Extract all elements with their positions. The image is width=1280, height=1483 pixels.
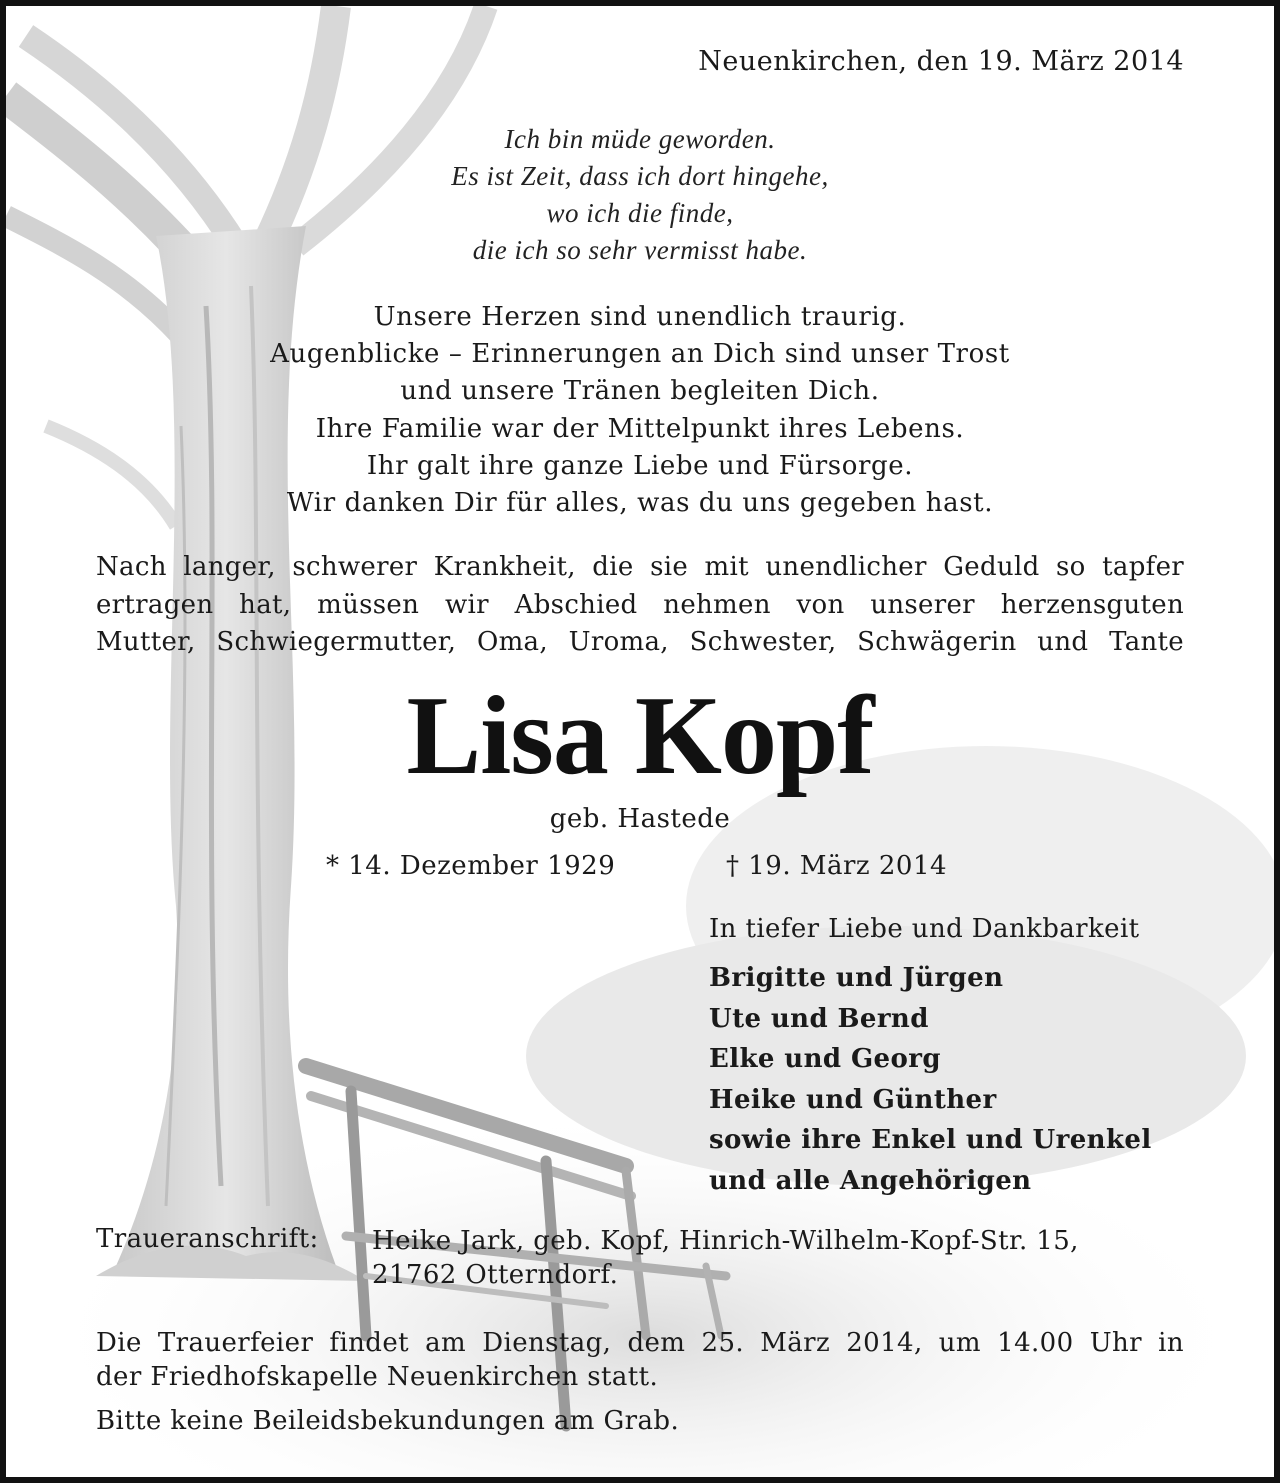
address-label: Traueranschrift: <box>96 1224 319 1254</box>
address-line: Heike Jark, geb. Kopf, Hinrich-Wilhelm-Kopf-Str. 15, <box>372 1226 1079 1256</box>
death-date: † 19. März 2014 <box>726 851 948 881</box>
condolence-note: Bitte keine Beileidsbekundungen am Grab. <box>96 1406 680 1436</box>
birth-date: * 14. Dezember 1929 <box>326 851 616 881</box>
mourner: Heike und Günther <box>709 1084 997 1115</box>
funeral-service-info <box>96 1326 1184 1394</box>
mourner: sowie ihre Enkel und Urenkel <box>709 1125 1152 1155</box>
verse-line: und unsere Tränen begleiten Dich. <box>400 376 880 407</box>
mourning-address <box>372 1224 1184 1292</box>
poem <box>6 121 1274 269</box>
verse-line: Unsere Herzen sind unendlich traurig. <box>373 302 907 332</box>
verse-line: Wir danken Dir für alles, was du uns gegeben hast. <box>286 488 994 519</box>
poem-line: wo ich die finde, <box>546 198 734 228</box>
intro-line: Mutter, Schwiegermutter, Oma, Uroma, Schwester, Schwägerin und Tante <box>96 627 1184 657</box>
announcement-intro <box>96 549 1184 662</box>
mourner: Ute und Bernd <box>709 1003 929 1034</box>
intro-line: ertragen hat, müssen wir Abschied nehmen von unserer herzensguten <box>96 589 1184 620</box>
verse-line: Ihre Familie war der Mittelpunkt ihres Lebens. <box>315 413 965 444</box>
maiden-name: geb. Hastede <box>549 804 731 834</box>
verse-line: Augenblicke – Erinnerungen an Dich sind unser Trost <box>270 339 1010 370</box>
thanks-line: In tiefer Liebe und Dankbarkeit <box>709 914 1140 944</box>
address-line: 21762 Otterndorf. <box>372 1260 619 1290</box>
mourner: Elke und Georg <box>709 1044 941 1074</box>
poem-line: Ich bin müde geworden. <box>504 124 776 154</box>
date-line: Neuenkirchen, den 19. März 2014 <box>698 46 1184 77</box>
verse-line: Ihr galt ihre ganze Liebe und Fürsorge. <box>366 450 914 481</box>
service-line: Die Trauerfeier findet am Dienstag, dem 25. März 2014, um 14.00 Uhr in <box>96 1328 1184 1358</box>
mourner: Brigitte und Jürgen <box>709 963 1004 993</box>
mourners-list <box>709 958 1152 1201</box>
service-line: der Friedhofskapelle Neuenkirchen statt. <box>96 1362 659 1392</box>
deceased-name: Lisa Kopf <box>406 674 874 798</box>
poem-line: die ich so sehr vermisst habe. <box>472 235 808 265</box>
poem-line: Es ist Zeit, dass ich dort hingehe, <box>451 161 829 191</box>
intro-line: Nach langer, schwerer Krankheit, die sie mit unendlicher Geduld so tapfer <box>96 552 1184 582</box>
mourning-verse <box>6 299 1274 522</box>
mourner: und alle Angehörigen <box>709 1165 1032 1196</box>
